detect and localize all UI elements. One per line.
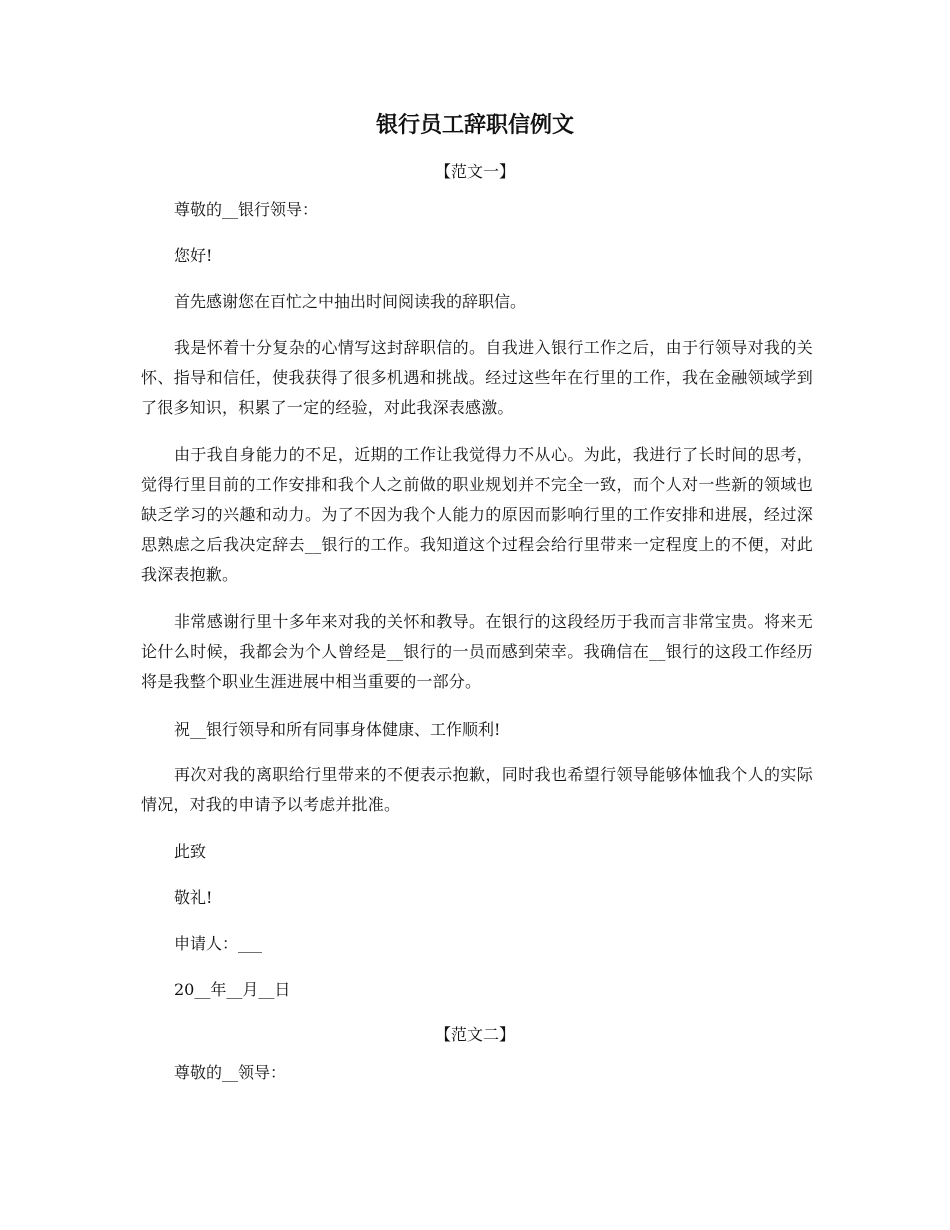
date-line: 20__年__月__日: [174, 980, 291, 999]
greeting: 您好!: [174, 246, 213, 265]
wish-line: 祝__银行领导和所有同事身体健康、工作顺利!: [174, 720, 501, 739]
body-paragraph-1: 我是怀着十分复杂的心情写这封辞职信的。自我进入银行工作之后，由于行领导对我的关怀、指导和信任，使我获得了很多机遇和挑战。经过这些年在行里的工作，我在金融领域学到了很多知识，积累了一定的经验，对此我深表感激。: [141, 338, 813, 417]
closing-line-1: 此致: [174, 842, 207, 861]
closing-line-2: 敬礼!: [174, 888, 213, 907]
body-paragraph-4: 再次对我的离职给行里带来的不便表示抱歉，同时我也希望行领导能够体恤我个人的实际情况，对我的申请予以考虑并批准。: [141, 765, 813, 814]
sample-two-salutation: 尊敬的__领导：: [174, 1063, 287, 1082]
document-title: 银行员工辞职信例文: [375, 113, 574, 138]
body-paragraph-2: 由于我自身能力的不足，近期的工作让我觉得力不从心。为此，我进行了长时间的思考，觉得行里目前的工作安排和我个人之前做的职业规划并不完全一致，而个人对一些新的领域也缺乏学习的兴趣和动力。为了不因为我个人能力的原因而影响行里的工作安排和进展，经过深思熟虑之后我决定辞去__银行的工作。我知道这个过程会给行里带来一定程度上的不便，对此我深表抱歉。: [141, 445, 813, 584]
sample-two-heading: 【范文二】: [434, 1025, 515, 1044]
salutation: 尊敬的__银行领导：: [174, 200, 319, 219]
applicant-line: 申请人：___: [174, 934, 263, 953]
opening-line: 首先感谢您在百忙之中抽出时间阅读我的辞职信。: [174, 292, 527, 311]
sample-one-heading: 【范文一】: [434, 162, 515, 181]
body-paragraph-3: 非常感谢行里十多年来对我的关怀和教导。在银行的这段经历于我而言非常宝贵。将来无论什么时候，我都会为个人曾经是__银行的一员而感到荣幸。我确信在__银行的这段工作经历将是我整个职业生涯进展中相当重要的一部分。: [141, 612, 813, 691]
